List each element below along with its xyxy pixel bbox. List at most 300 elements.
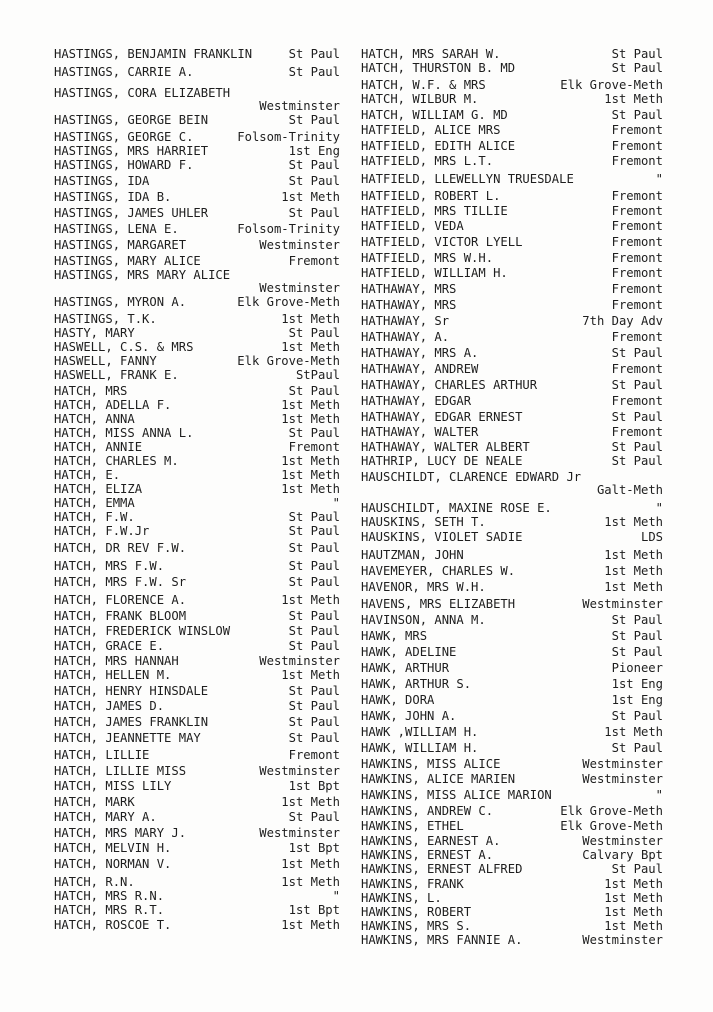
- entry-name: HATCH, DR REV F.W.: [54, 541, 187, 555]
- entry-name: HAUSCHILDT, CLARENCE EDWARD Jr: [361, 470, 582, 484]
- directory-entry: [361, 205, 663, 218]
- entry-church: St Paul: [288, 65, 340, 79]
- entry-church: ": [655, 172, 663, 186]
- entry-church: Pioneer: [611, 661, 663, 675]
- entry-name: HAVINSON, ANNA M.: [361, 613, 486, 627]
- entry-church: Westminster: [259, 238, 340, 252]
- directory-entry: [54, 239, 340, 252]
- entry-name: HATCH, NORMAN V.: [54, 857, 172, 871]
- entry-name: HATCH, MRS HANNAH: [54, 654, 179, 668]
- directory-entry: [361, 742, 663, 755]
- entry-name: HASTINGS, MARGARET: [54, 238, 187, 252]
- directory-entry: [54, 66, 340, 79]
- entry-name: HATFIELD, ROBERT L.: [361, 189, 501, 203]
- entry-name: HAWKINS, MRS FANNIE A.: [361, 933, 523, 947]
- directory-entry: [361, 614, 663, 627]
- entry-name: HATCH, JAMES FRANKLIN: [54, 715, 209, 729]
- entry-church: Fremont: [611, 189, 663, 203]
- entry-church: StPaul: [295, 368, 340, 382]
- entry-name: HAWKINS, ALICE MARIEN: [361, 772, 516, 786]
- entry-name: HATHAWAY, ANDREW: [361, 362, 479, 376]
- entry-church: 1st Meth: [281, 918, 340, 932]
- directory-entry: [54, 827, 340, 840]
- entry-name: HATCH, FRANK BLOOM: [54, 609, 187, 623]
- entry-name: HATCH, MRS MARY J.: [54, 826, 187, 840]
- entry-church: Westminster: [259, 281, 340, 295]
- directory-entry: [361, 789, 663, 802]
- entry-name: HAWKINS, EARNEST A.: [361, 834, 501, 848]
- directory-entry: [361, 906, 663, 919]
- entry-church: Westminster: [582, 757, 663, 771]
- directory-entry: [54, 255, 340, 268]
- entry-name: HATCH, MRS: [54, 384, 128, 398]
- entry-church: Galt-Meth: [596, 483, 663, 497]
- directory-entry: [54, 890, 340, 903]
- directory-entry: [54, 842, 340, 855]
- entry-church: 1st Meth: [281, 482, 340, 496]
- entry-name: HATHAWAY, MRS A.: [361, 346, 479, 360]
- entry-name: HASTINGS, GEORGE C.: [54, 130, 194, 144]
- entry-church: Fremont: [611, 298, 663, 312]
- directory-entry: [361, 411, 663, 424]
- entry-name: HAWK, ADELINE: [361, 645, 457, 659]
- entry-church: St Paul: [611, 741, 663, 755]
- entry-name: HATCH, MRS R.T.: [54, 903, 165, 917]
- entry-name: HAWKINS, L.: [361, 891, 442, 905]
- directory-entry: [361, 471, 663, 497]
- entry-name: HATFIELD, MRS W.H.: [361, 251, 494, 265]
- entry-name: HASTINGS, BENJAMIN FRANKLIN: [54, 47, 253, 61]
- entry-name: HATFIELD, WILLIAM H.: [361, 266, 508, 280]
- directory-entry: [361, 220, 663, 233]
- entry-name: HAWKINS, ANDREW C.: [361, 804, 494, 818]
- directory-entry: [54, 685, 340, 698]
- entry-church: St Paul: [611, 346, 663, 360]
- entry-church: ": [332, 889, 340, 903]
- entry-name: HATCH, F.W.Jr: [54, 524, 150, 538]
- directory-entry: [54, 525, 340, 538]
- entry-name: HASWELL, FANNY: [54, 354, 157, 368]
- entry-name: HATCH, LILLIE MISS: [54, 764, 187, 778]
- directory-entry: [54, 355, 340, 368]
- entry-name: HASTY, MARY: [54, 326, 135, 340]
- directory-entry: [54, 114, 340, 127]
- entry-name: HATHAWAY, Sr: [361, 314, 450, 328]
- entry-name: HATCH, CHARLES M.: [54, 454, 179, 468]
- entry-church: St Paul: [288, 524, 340, 538]
- entry-church: Fremont: [611, 251, 663, 265]
- directory-entry: [361, 549, 663, 562]
- directory-entry: [54, 542, 340, 555]
- entry-church: Elk Grove-Meth: [237, 354, 340, 368]
- entry-church: St Paul: [611, 61, 663, 75]
- directory-entry: [54, 191, 340, 204]
- entry-name: HATHAWAY, WALTER: [361, 425, 479, 439]
- entry-name: HATCH, MARY A.: [54, 810, 157, 824]
- entry-name: HATFIELD, LLEWELLYN TRUESDALE: [361, 172, 574, 186]
- entry-name: HASTINGS, CORA ELIZABETH: [54, 86, 231, 100]
- directory-entry: [361, 773, 663, 786]
- directory-entry: [361, 565, 663, 578]
- entry-church: 1st Meth: [281, 795, 340, 809]
- entry-name: HATHAWAY, MRS: [361, 298, 457, 312]
- directory-entry: [361, 140, 663, 153]
- entry-church: St Paul: [611, 645, 663, 659]
- entry-church: 1st Meth: [604, 905, 663, 919]
- entry-name: HAWKINS, ROBERT: [361, 905, 472, 919]
- entry-church: St Paul: [288, 624, 340, 638]
- entry-church: 1st Eng: [611, 677, 663, 691]
- directory-entry: [54, 399, 340, 412]
- directory-entry: [54, 455, 340, 468]
- directory-entry: [54, 159, 340, 172]
- entry-name: HATCH, JEANNETTE MAY: [54, 731, 201, 745]
- entry-name: HATHAWAY, WALTER ALBERT: [361, 440, 530, 454]
- entry-church: Fremont: [288, 440, 340, 454]
- entry-church: St Paul: [288, 715, 340, 729]
- entry-church: 1st Meth: [281, 312, 340, 326]
- directory-entry: [361, 516, 663, 529]
- entry-church: 1st Meth: [281, 454, 340, 468]
- directory-entry: [361, 758, 663, 771]
- entry-church: 1st Meth: [604, 515, 663, 529]
- directory-entry: [361, 347, 663, 360]
- entry-church: 1st Meth: [281, 857, 340, 871]
- directory-entry: [54, 716, 340, 729]
- entry-name: HATHRIP, LUCY DE NEALE: [361, 454, 523, 468]
- entry-name: HASTINGS, MRS MARY ALICE: [54, 268, 231, 282]
- entry-name: HAWKINS, FRANK: [361, 877, 464, 891]
- directory-entry: [361, 920, 663, 933]
- entry-church: LDS: [640, 530, 663, 544]
- directory-entry: [361, 878, 663, 891]
- directory-entry: [54, 919, 340, 932]
- directory-entry: [361, 79, 663, 92]
- entry-name: HASTINGS, MYRON A.: [54, 295, 187, 309]
- directory-entry: [54, 765, 340, 778]
- entry-name: HATCH, EMMA: [54, 496, 135, 510]
- directory-entry: [361, 331, 663, 344]
- entry-church: Fremont: [611, 330, 663, 344]
- entry-name: HATCH, ANNIE: [54, 440, 143, 454]
- entry-name: HATCH, W.F. & MRS: [361, 78, 486, 92]
- directory-entry: [54, 427, 340, 440]
- entry-name: HASTINGS, T.K.: [54, 312, 157, 326]
- entry-name: HATCH, MELVIN H.: [54, 841, 172, 855]
- directory-entry: [54, 904, 340, 917]
- entry-church: St Paul: [288, 158, 340, 172]
- directory-entry: [54, 497, 340, 510]
- right-column: [361, 48, 663, 947]
- directory-entry: [54, 296, 340, 309]
- directory-entry: [54, 811, 340, 824]
- entry-church: St Paul: [288, 731, 340, 745]
- entry-church: 1st Eng: [288, 144, 340, 158]
- directory-entry: [54, 313, 340, 326]
- entry-church: Folsom-Trinity: [237, 222, 340, 236]
- directory-entry: [54, 269, 340, 295]
- entry-church: Fremont: [288, 748, 340, 762]
- entry-name: HAWK, JOHN A.: [361, 709, 457, 723]
- entry-name: HATCH, MISS ANNA L.: [54, 426, 194, 440]
- directory-entry: [54, 341, 340, 354]
- directory-entry: [361, 863, 663, 876]
- entry-church: Fremont: [611, 282, 663, 296]
- directory-entry: [54, 327, 340, 340]
- directory-entry: [54, 223, 340, 236]
- directory-entry: [361, 581, 663, 594]
- entry-church: 7th Day Adv: [582, 314, 663, 328]
- entry-name: HASTINGS, IDA: [54, 174, 150, 188]
- entry-church: 1st Meth: [604, 725, 663, 739]
- entry-name: HAWK, WILLIAM H.: [361, 741, 479, 755]
- entry-name: HASTINGS, HOWARD F.: [54, 158, 194, 172]
- entry-church: Elk Grove-Meth: [560, 819, 663, 833]
- entry-church: ": [655, 501, 663, 515]
- entry-church: Westminster: [259, 99, 340, 113]
- entry-name: HAWKINS, MRS S.: [361, 919, 472, 933]
- entry-church: St Paul: [288, 174, 340, 188]
- entry-name: HATCH, R.N.: [54, 875, 135, 889]
- entry-name: HAUSCHILDT, MAXINE ROSE E.: [361, 501, 552, 515]
- entry-name: HAWK, ARTHUR S.: [361, 677, 472, 691]
- entry-church: 1st Meth: [604, 92, 663, 106]
- directory-entry: [361, 93, 663, 106]
- directory-entry: [361, 805, 663, 818]
- directory-entry: [361, 630, 663, 643]
- entry-church: Folsom-Trinity: [237, 130, 340, 144]
- entry-name: HATCH, MRS SARAH W.: [361, 47, 501, 61]
- entry-church: Elk Grove-Meth: [560, 804, 663, 818]
- entry-church: St Paul: [288, 206, 340, 220]
- entry-name: HAWK, MRS: [361, 629, 428, 643]
- entry-church: St Paul: [611, 108, 663, 122]
- entry-name: HATCH, E.: [54, 468, 121, 482]
- entry-name: HATCH, WILLIAM G. MD: [361, 108, 508, 122]
- entry-church: ": [655, 788, 663, 802]
- directory-entry: [54, 640, 340, 653]
- entry-church: Elk Grove-Meth: [560, 78, 663, 92]
- entry-church: St Paul: [288, 113, 340, 127]
- directory-entry: [54, 511, 340, 524]
- entry-church: St Paul: [288, 426, 340, 440]
- entry-church: Fremont: [611, 235, 663, 249]
- directory-entry: [54, 594, 340, 607]
- directory-entry: [361, 710, 663, 723]
- entry-church: 1st Meth: [604, 877, 663, 891]
- directory-entry: [54, 780, 340, 793]
- entry-name: HASTINGS, GEORGE BEIN: [54, 113, 209, 127]
- entry-name: HATCH, GRACE E.: [54, 639, 165, 653]
- entry-church: Fremont: [611, 425, 663, 439]
- entry-church: 1st Bpt: [288, 779, 340, 793]
- entry-name: HATCH, F.W.: [54, 510, 135, 524]
- directory-entry: [361, 694, 663, 707]
- entry-name: HATFIELD, MRS TILLIE: [361, 204, 508, 218]
- directory-entry: [361, 267, 663, 280]
- entry-church: 1st Meth: [281, 468, 340, 482]
- entry-name: HATCH, ANNA: [54, 412, 135, 426]
- entry-name: HATFIELD, VICTOR LYELL: [361, 235, 523, 249]
- directory-entry: [54, 441, 340, 454]
- entry-name: HATCH, LILLIE: [54, 748, 150, 762]
- entry-name: HATCH, JAMES D.: [54, 699, 165, 713]
- entry-church: St Paul: [288, 575, 340, 589]
- entry-church: Westminster: [259, 826, 340, 840]
- directory-entry: [54, 131, 340, 144]
- entry-church: 1st Bpt: [288, 903, 340, 917]
- entry-church: St Paul: [288, 541, 340, 555]
- entry-church: Westminster: [582, 772, 663, 786]
- entry-name: HATCH, HELLEN M.: [54, 668, 172, 682]
- entry-church: St Paul: [611, 440, 663, 454]
- entry-name: HATHAWAY, MRS: [361, 282, 457, 296]
- entry-name: HASTINGS, LENA E.: [54, 222, 179, 236]
- directory-entry: [361, 124, 663, 137]
- entry-name: HATFIELD, EDITH ALICE: [361, 139, 516, 153]
- entry-name: HATCH, FLORENCE A.: [54, 593, 187, 607]
- entry-name: HAUTZMAN, JOHN: [361, 548, 464, 562]
- directory-entry: [361, 646, 663, 659]
- entry-name: HATFIELD, MRS L.T.: [361, 154, 494, 168]
- entry-church: 1st Meth: [281, 875, 340, 889]
- entry-name: HAWK, DORA: [361, 693, 435, 707]
- entry-church: 1st Meth: [281, 340, 340, 354]
- entry-name: HAWKINS, ETHEL: [361, 819, 464, 833]
- entry-church: St Paul: [288, 47, 340, 61]
- entry-name: HAWKINS, ERNEST A.: [361, 848, 494, 862]
- directory-entry: [54, 145, 340, 158]
- directory-entry: [54, 700, 340, 713]
- directory-entry: [361, 455, 663, 468]
- directory-entry: [361, 48, 663, 61]
- directory-entry: [361, 849, 663, 862]
- entry-name: HASWELL, C.S. & MRS: [54, 340, 194, 354]
- entry-name: HATHAWAY, CHARLES ARTHUR: [361, 378, 538, 392]
- entry-church: St Paul: [288, 639, 340, 653]
- entry-church: Calvary Bpt: [582, 848, 663, 862]
- directory-entry: [361, 441, 663, 454]
- entry-church: St Paul: [611, 862, 663, 876]
- entry-name: HAVEMEYER, CHARLES W.: [361, 564, 516, 578]
- left-column: [54, 48, 340, 932]
- directory-entry: [361, 299, 663, 312]
- directory-entry: [54, 207, 340, 220]
- directory-entry: [361, 678, 663, 691]
- entry-church: St Paul: [288, 559, 340, 573]
- entry-name: HAVENOR, MRS W.H.: [361, 580, 486, 594]
- entry-name: HAWK, ARTHUR: [361, 661, 450, 675]
- directory-entry: [361, 109, 663, 122]
- directory-entry: [54, 48, 340, 61]
- entry-church: 1st Meth: [281, 668, 340, 682]
- entry-church: Westminster: [259, 764, 340, 778]
- entry-name: HAUSKINS, SETH T.: [361, 515, 486, 529]
- entry-church: Westminster: [582, 597, 663, 611]
- directory-entry: [54, 858, 340, 871]
- directory-entry: [54, 669, 340, 682]
- directory-entry: [54, 576, 340, 589]
- directory-entry: [54, 175, 340, 188]
- entry-name: HATCH, MRS R.N.: [54, 889, 165, 903]
- entry-name: HASTINGS, MRS HARRIET: [54, 144, 209, 158]
- entry-name: HATHAWAY, EDGAR: [361, 394, 472, 408]
- entry-church: St Paul: [288, 510, 340, 524]
- entry-church: St Paul: [611, 410, 663, 424]
- entry-church: St Paul: [611, 629, 663, 643]
- entry-church: St Paul: [611, 454, 663, 468]
- directory-entry: [361, 892, 663, 905]
- entry-church: St Paul: [288, 384, 340, 398]
- entry-name: HATCH, ROSCOE T.: [54, 918, 172, 932]
- entry-name: HAWKINS, MISS ALICE MARION: [361, 788, 552, 802]
- directory-entry: [54, 87, 340, 113]
- entry-church: 1st Bpt: [288, 841, 340, 855]
- entry-name: HASTINGS, IDA B.: [54, 190, 172, 204]
- entry-name: HASWELL, FRANK E.: [54, 368, 179, 382]
- entry-name: HATCH, MRS F.W. Sr: [54, 575, 187, 589]
- entry-name: HAWKINS, ERNEST ALFRED: [361, 862, 523, 876]
- directory-entry: [361, 252, 663, 265]
- entry-church: 1st Meth: [604, 580, 663, 594]
- entry-church: 1st Meth: [281, 412, 340, 426]
- entry-name: HAWK ,WILLIAM H.: [361, 725, 479, 739]
- directory-entry: [54, 369, 340, 382]
- entry-name: HATCH, ELIZA: [54, 482, 143, 496]
- directory-entry: [361, 190, 663, 203]
- directory-entry: [54, 560, 340, 573]
- directory-entry: [361, 598, 663, 611]
- entry-name: HATHAWAY, EDGAR ERNEST: [361, 410, 523, 424]
- entry-church: Fremont: [611, 266, 663, 280]
- entry-church: 1st Meth: [604, 564, 663, 578]
- entry-name: HAWKINS, MISS ALICE: [361, 757, 501, 771]
- entry-name: HATCH, THURSTON B. MD: [361, 61, 516, 75]
- directory-entry: [361, 395, 663, 408]
- entry-name: HATCH, ADELLA F.: [54, 398, 172, 412]
- entry-church: St Paul: [611, 613, 663, 627]
- entry-name: HATCH, MRS F.W.: [54, 559, 165, 573]
- directory-entry: [361, 315, 663, 328]
- directory-entry: [361, 155, 663, 168]
- directory-entry: [54, 385, 340, 398]
- entry-church: Elk Grove-Meth: [237, 295, 340, 309]
- entry-name: HATHAWAY, A.: [361, 330, 450, 344]
- entry-name: HATCH, WILBUR M.: [361, 92, 479, 106]
- entry-name: HAVENS, MRS ELIZABETH: [361, 597, 516, 611]
- directory-entry: [361, 62, 663, 75]
- entry-name: HASTINGS, MARY ALICE: [54, 254, 201, 268]
- entry-church: 1st Meth: [604, 919, 663, 933]
- entry-church: Westminster: [582, 933, 663, 947]
- directory-entry: [54, 413, 340, 426]
- directory-entry: [361, 236, 663, 249]
- entry-name: HATCH, MISS LILY: [54, 779, 172, 793]
- directory-entry: [361, 662, 663, 675]
- entry-church: Fremont: [288, 254, 340, 268]
- entry-church: St Paul: [611, 47, 663, 61]
- entry-church: 1st Meth: [281, 593, 340, 607]
- directory-entry: [54, 483, 340, 496]
- entry-name: HATCH, FREDERICK WINSLOW: [54, 624, 231, 638]
- entry-church: Fremont: [611, 219, 663, 233]
- entry-church: Westminster: [259, 654, 340, 668]
- directory-entry: [361, 283, 663, 296]
- directory-entry: [361, 726, 663, 739]
- entry-name: HASTINGS, CARRIE A.: [54, 65, 194, 79]
- entry-church: St Paul: [611, 378, 663, 392]
- entry-church: 1st Meth: [281, 398, 340, 412]
